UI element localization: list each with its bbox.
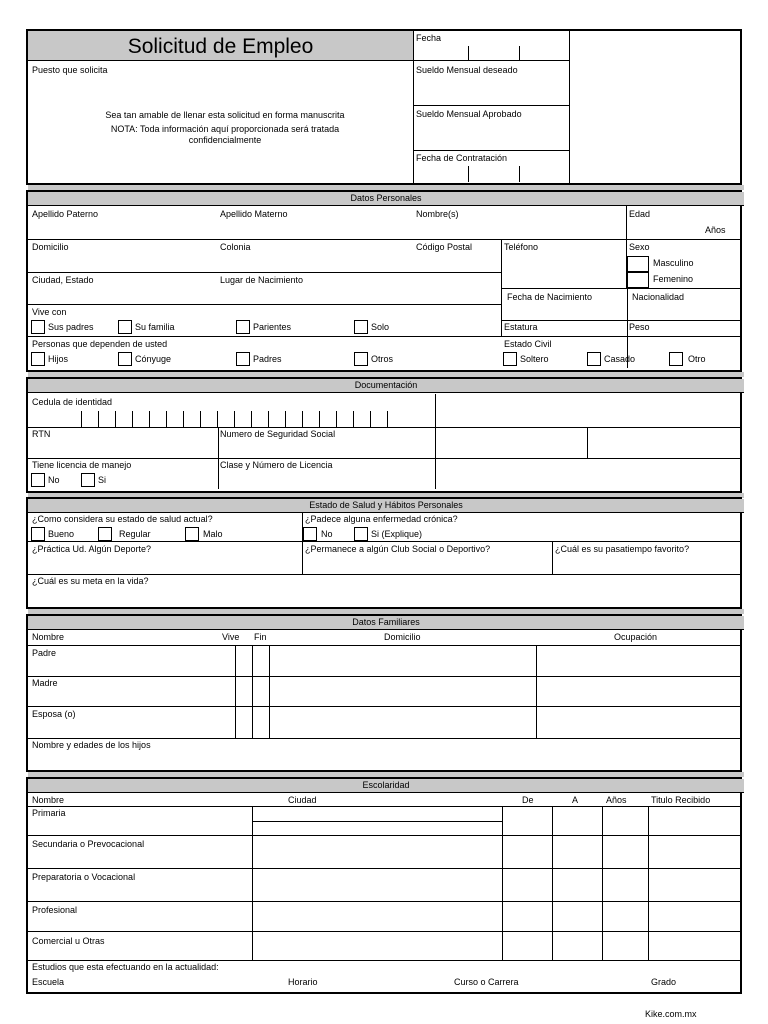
dependen-label: Personas que dependen de usted [32, 339, 168, 349]
divider [28, 835, 742, 836]
grado-label: Grado [651, 977, 677, 987]
edad-label: Edad [629, 209, 651, 219]
divider [252, 821, 502, 822]
ciudad-label: Ciudad, Estado [32, 275, 94, 285]
divider [28, 272, 501, 273]
divider [28, 458, 742, 459]
date-tick [468, 166, 469, 182]
dependen-hijos-checkbox[interactable] [31, 352, 45, 366]
anios-label: Años [705, 225, 726, 235]
esc-row-label: Comercial u Otras [32, 936, 105, 946]
vive-parientes-checkbox[interactable] [236, 320, 250, 334]
divider [28, 738, 742, 739]
divider [501, 320, 742, 321]
estado-salud-label: ¿Como considera su estado de salud actual? [32, 514, 213, 524]
escuela-label: Escuela [32, 977, 65, 987]
date-tick [519, 166, 520, 182]
divider [569, 31, 570, 183]
divider [235, 645, 236, 738]
nombres-label: Nombre(s) [416, 209, 459, 219]
divider [602, 806, 603, 960]
fam-col-domicilio: Domicilio [384, 632, 421, 642]
femenino-label: Femenino [653, 274, 694, 284]
seguro-social-label: Numero de Seguridad Social [220, 429, 336, 439]
fam-row-label: Padre [32, 648, 57, 658]
licencia-si-checkbox[interactable] [81, 473, 95, 487]
puesto-label: Puesto que solicita [32, 65, 108, 75]
divider [28, 806, 742, 807]
dependen-opt-label: Cónyuge [135, 354, 172, 364]
apellido-paterno-label: Apellido Paterno [32, 209, 99, 219]
club-label: ¿Permanece a algún Club Social o Deportivo? [305, 544, 491, 554]
estado-civil-label: Estado Civil [504, 339, 552, 349]
divider [552, 806, 553, 960]
divider [435, 394, 436, 489]
dependen-opt-label: Otros [371, 354, 394, 364]
vive-sus-padres-checkbox[interactable] [31, 320, 45, 334]
civil-opt-label: Otro [688, 354, 706, 364]
fam-col-vive: Vive [222, 632, 240, 642]
divider [252, 806, 253, 960]
divider [28, 901, 742, 902]
fecha-label: Fecha [416, 33, 442, 43]
sueldo-aprobado-label: Sueldo Mensual Aprobado [416, 109, 522, 119]
peso-label: Peso [629, 322, 650, 332]
estudios-actuales-label: Estudios que esta efectuando en la actualidad: [32, 962, 219, 972]
dependen-opt-label: Padres [253, 354, 282, 364]
civil-casado-checkbox[interactable] [587, 352, 601, 366]
horario-label: Horario [288, 977, 318, 987]
licencia-opt-label: No [48, 475, 60, 485]
vive-su-familia-checkbox[interactable] [118, 320, 132, 334]
domicilio-label: Domicilio [32, 242, 69, 252]
sueldo-deseado-label: Sueldo Mensual deseado [416, 65, 518, 75]
divider [626, 206, 627, 239]
esc-col-ciudad: Ciudad [288, 795, 317, 805]
intro-text: Sea tan amable de llenar esta solicitud en forma manuscrita [105, 110, 345, 120]
fecha-contratacion-label: Fecha de Contratación [416, 153, 508, 163]
divider [587, 427, 588, 458]
fam-col-nombre: Nombre [32, 632, 65, 642]
esc-row-label: Secundaria o Prevocacional [32, 839, 145, 849]
divider [269, 645, 270, 738]
codigo-postal-label: Código Postal [416, 242, 473, 252]
deporte-label: ¿Práctica Ud. Algún Deporte? [32, 544, 152, 554]
femenino-checkbox[interactable] [627, 272, 649, 288]
familiares-title: Datos Familiares [28, 616, 744, 630]
dependen-padres-checkbox[interactable] [236, 352, 250, 366]
esc-row-label: Preparatoria o Vocacional [32, 872, 136, 882]
esc-row-label: Profesional [32, 905, 78, 915]
dependen-opt-label: Hijos [48, 354, 69, 364]
divider [28, 931, 742, 932]
divider [28, 304, 501, 305]
divider [28, 427, 742, 428]
enfermedad-opt-label: No [321, 529, 333, 539]
fam-col-ocupacion: Ocupación [614, 632, 658, 642]
civil-otro-checkbox[interactable] [669, 352, 683, 366]
esc-col-de: De [522, 795, 534, 805]
fam-col-fin: Fin [254, 632, 267, 642]
divider [28, 336, 742, 337]
divider [28, 706, 742, 707]
cedula-digit-boxes[interactable] [28, 408, 436, 428]
salud-title: Estado de Salud y Hábitos Personales [28, 499, 744, 513]
vive-con-label: Vive con [32, 307, 67, 317]
pasatiempo-label: ¿Cuál es su pasatiempo favorito? [555, 544, 690, 554]
licencia-opt-label: Si [98, 475, 107, 485]
divider [28, 868, 742, 869]
divider [648, 806, 649, 960]
civil-opt-label: Casado [604, 354, 636, 364]
divider [502, 806, 503, 960]
salud-opt-label: Bueno [48, 529, 75, 539]
salud-malo-checkbox[interactable] [185, 527, 199, 541]
divider [28, 676, 742, 677]
masculino-label: Masculino [653, 258, 694, 268]
fam-row-label: Esposa (o) [32, 709, 76, 719]
enfermedad-label: ¿Padece alguna enfermedad crónica? [305, 514, 458, 524]
divider [413, 31, 414, 183]
cedula-label: Cedula de identidad [32, 397, 113, 407]
documentacion-frame [26, 377, 742, 493]
nota-text: NOTA: Toda información aquí proporcionada será tratada confidencialmente [110, 124, 340, 145]
divider [413, 105, 569, 106]
salud-opt-label: Malo [203, 529, 223, 539]
divider [501, 288, 742, 289]
vive-opt-label: Solo [371, 322, 390, 332]
enfermedad-si-checkbox[interactable] [354, 527, 368, 541]
dependen-conyuge-checkbox[interactable] [118, 352, 132, 366]
salud-opt-label: Regular [119, 529, 151, 539]
divider [536, 645, 537, 738]
divider [413, 60, 569, 61]
fam-row-label: Madre [32, 678, 58, 688]
escolaridad-title: Escolaridad [28, 779, 744, 793]
vive-solo-checkbox[interactable] [354, 320, 368, 334]
civil-soltero-checkbox[interactable] [503, 352, 517, 366]
footer-credit: Kike.com.mx [645, 1009, 697, 1019]
documentacion-title: Documentación [28, 379, 744, 393]
masculino-checkbox[interactable] [627, 256, 649, 272]
enfermedad-no-checkbox[interactable] [303, 527, 317, 541]
divider [28, 574, 742, 575]
page-title: Solicitud de Empleo [127, 35, 314, 58]
esc-col-titulo: Titulo Recibido [651, 795, 711, 805]
enfermedad-opt-label: Si (Explique) [371, 529, 423, 539]
date-tick [519, 46, 520, 60]
licencia-label: Tiene licencia de manejo [32, 460, 132, 470]
divider [28, 239, 742, 240]
divider [552, 541, 553, 574]
lugar-nacimiento-label: Lugar de Nacimiento [220, 275, 304, 285]
meta-label: ¿Cuál es su meta en la vida? [32, 576, 149, 586]
divider [28, 960, 742, 961]
salud-regular-checkbox[interactable] [98, 527, 112, 541]
civil-opt-label: Soltero [520, 354, 549, 364]
sexo-label: Sexo [629, 242, 650, 252]
personales-title: Datos Personales [28, 192, 744, 206]
clase-licencia-label: Clase y Número de Licencia [220, 460, 333, 470]
estatura-label: Estatura [504, 322, 538, 332]
vive-opt-label: Su familia [135, 322, 175, 332]
esc-col-nombre: Nombre [32, 795, 65, 805]
colonia-label: Colonia [220, 242, 251, 252]
vive-opt-label: Sus padres [48, 322, 94, 332]
hijos-label: Nombre y edades de los hijos [32, 740, 151, 750]
esc-row-label: Primaria [32, 808, 66, 818]
divider [413, 150, 569, 151]
divider [28, 541, 742, 542]
date-tick [468, 46, 469, 60]
apellido-materno-label: Apellido Materno [220, 209, 288, 219]
divider [302, 512, 303, 574]
divider [252, 645, 253, 738]
esc-col-a: A [572, 795, 579, 805]
esc-col-anios: Años [606, 795, 627, 805]
nacionalidad-label: Nacionalidad [632, 292, 685, 302]
licencia-no-checkbox[interactable] [31, 473, 45, 487]
curso-label: Curso o Carrera [454, 977, 519, 987]
rtn-label: RTN [32, 429, 51, 439]
telefono-label: Teléfono [504, 242, 539, 252]
divider [28, 645, 742, 646]
fecha-nacimiento-label: Fecha de Nacimiento [507, 292, 593, 302]
dependen-otros-checkbox[interactable] [354, 352, 368, 366]
vive-opt-label: Parientes [253, 322, 292, 332]
salud-bueno-checkbox[interactable] [31, 527, 45, 541]
